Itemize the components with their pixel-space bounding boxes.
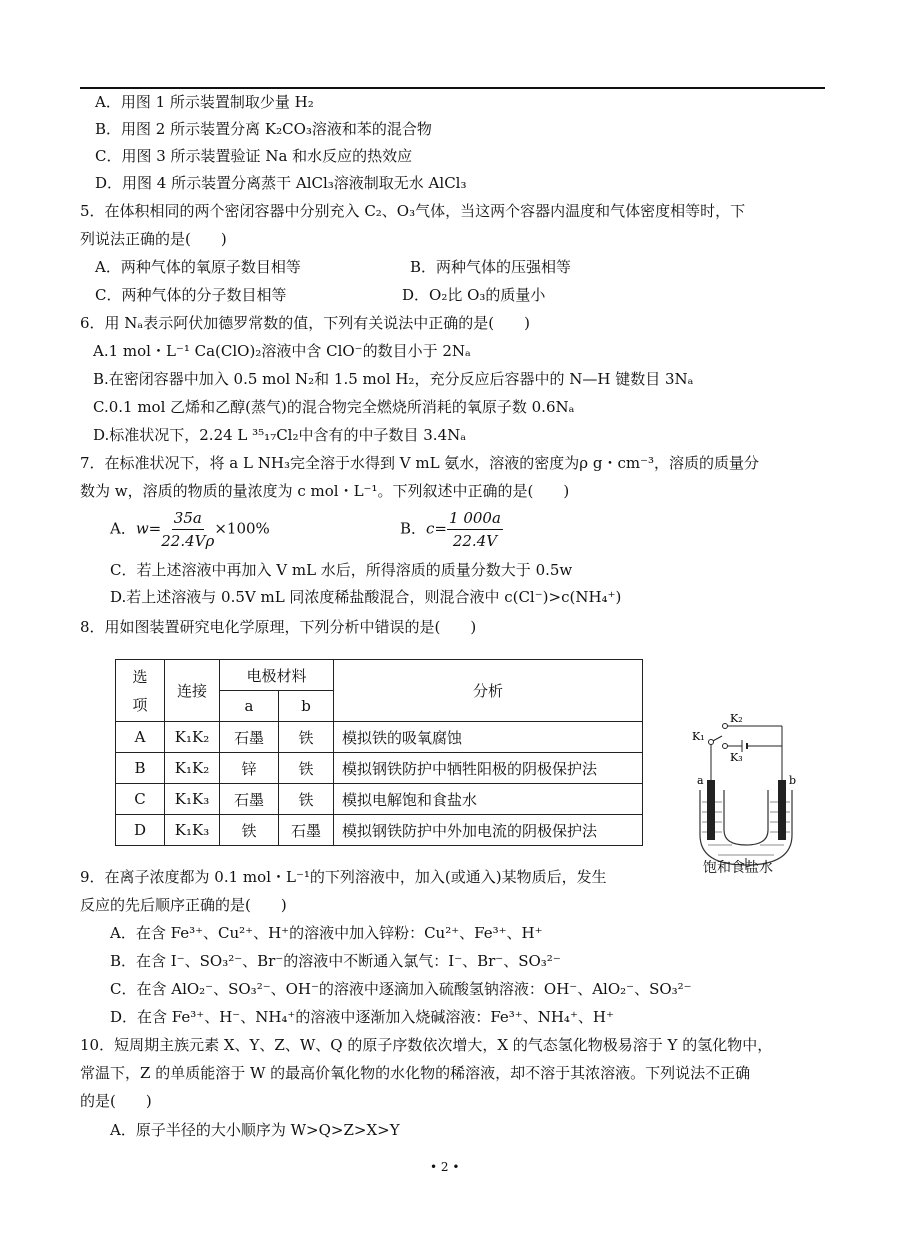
electrolysis-apparatus-figure — [688, 710, 808, 880]
switch-k3-node — [723, 744, 728, 749]
q4-option-d: D．用图 4 所示装置分离蒸干 AlCl₃溶液制取无水 AlCl₃ — [95, 174, 467, 192]
cell-a: 锌 — [220, 753, 279, 784]
header-a: a — [220, 691, 279, 722]
page-number: • 2 • — [430, 1160, 460, 1174]
q7-option-a-numerator: 35a — [172, 507, 204, 530]
cell-connect: K₁K₃ — [165, 784, 220, 815]
solution-lines — [702, 802, 790, 855]
q6-option-b: B.在密闭容器中加入 0.5 mol N₂和 1.5 mol H₂，充分反应后容器中的 N—H 键数目 3Nₐ — [93, 370, 694, 388]
cell-connect: K₁K₂ — [165, 722, 220, 753]
q10-stem-line3: 的是( ) — [80, 1092, 152, 1110]
q7-option-a-fraction — [161, 507, 214, 552]
q4-option-c: C．用图 3 所示装置验证 Na 和水反应的热效应 — [95, 147, 413, 165]
u-tube-inner — [724, 790, 768, 845]
cell-b: 铁 — [279, 784, 334, 815]
header-material: 电极材料 — [220, 660, 334, 691]
k1-label: K₁ — [692, 730, 705, 743]
switch-k2-node — [723, 724, 728, 729]
cell-option: D — [116, 815, 165, 846]
q10-option-a: A．原子半径的大小顺序为 W>Q>Z>X>Y — [110, 1121, 400, 1139]
header-option — [116, 660, 165, 722]
q5-stem-line1: 5．在体积相同的两个密闭容器中分别充入 C₂、O₃气体，当这两个容器内温度和气体密度相等时，下 — [80, 202, 746, 220]
q7-stem-line1: 7．在标准状况下，将 a L NH₃完全溶于水得到 V mL 氨水，溶液的密度为ρ g・cm⁻³，溶质的质量分 — [80, 454, 760, 472]
q5-option-c: C．两种气体的分子数目相等 — [95, 286, 287, 304]
q7-stem-line2: 数为 w，溶质的物质的量浓度为 c mol・L⁻¹。下列叙述中正确的是( ) — [80, 482, 570, 500]
q5-option-b: B．两种气体的压强相等 — [410, 258, 572, 276]
header-option-2: 项 — [132, 695, 148, 714]
cell-option: C — [116, 784, 165, 815]
electrode-a — [707, 780, 715, 840]
cell-analysis: 模拟钢铁防护中牺牲阳极的阴极保护法 — [334, 753, 643, 784]
q7-option-b-denominator: 22.4V — [452, 532, 498, 550]
cell-connect: K₁K₂ — [165, 753, 220, 784]
q7-option-a-prefix: A． — [110, 519, 136, 538]
cell-option: B — [116, 753, 165, 784]
q5-stem-line2: 列说法正确的是( ) — [80, 230, 227, 248]
cell-analysis: 模拟钢铁防护中外加电流的阴极保护法 — [334, 815, 643, 846]
q5-option-d: D．O₂比 O₃的质量小 — [402, 286, 546, 304]
q7-option-a — [110, 507, 270, 552]
header-connect: 连接 — [165, 660, 220, 722]
q7-option-b-lhs: c= — [426, 519, 448, 538]
q8-stem: 8．用如图装置研究电化学原理，下列分析中错误的是( ) — [80, 618, 477, 636]
q7-option-b-numerator: 1 000a — [447, 507, 503, 530]
cell-b: 铁 — [279, 753, 334, 784]
k3-label: K₃ — [730, 751, 743, 764]
q9-option-d: D．在含 Fe³⁺、H⁻、NH₄⁺的溶液中逐渐加入烧碱溶液：Fe³⁺、NH₄⁺、H⁺ — [110, 1008, 614, 1026]
q10-stem-line1: 10．短周期主族元素 X、Y、Z、W、Q 的原子序数依次增大，X 的气态氢化物极易溶于 Y 的氢化物中， — [80, 1036, 773, 1054]
k2-label: K₂ — [730, 712, 743, 725]
q9-option-c: C．在含 AlO₂⁻、SO₃²⁻、OH⁻的溶液中逐滴加入硫酸氢钠溶液：OH⁻、AlO₂⁻、SO₃²⁻ — [110, 980, 692, 998]
figure-caption-saturated-brine: 饱和食盐水 — [703, 860, 773, 876]
q7-option-a-lhs: w= — [135, 519, 162, 538]
q6-option-c: C.0.1 mol 乙烯和乙醇(蒸气)的混合物完全燃烧所消耗的氧原子数 0.6Nₐ — [93, 398, 575, 416]
cell-b: 铁 — [279, 722, 334, 753]
q7-option-b — [400, 507, 503, 552]
cell-a: 铁 — [220, 815, 279, 846]
header-b: b — [279, 691, 334, 722]
cell-option: A — [116, 722, 165, 753]
q5-option-a: A．两种气体的氧原子数目相等 — [95, 258, 301, 276]
table-row — [116, 722, 643, 753]
q6-option-d: D.标准状况下，2.24 L ³⁵₁₇Cl₂中含有的中子数目 3.4Nₐ — [93, 426, 467, 444]
cell-b: 石墨 — [279, 815, 334, 846]
header-option-1: 选 — [132, 667, 148, 686]
header-rule — [80, 87, 825, 89]
q7-option-d: D.若上述溶液与 0.5V mL 同浓度稀盐酸混合，则混合液中 c(Cl⁻)>c(NH₄⁺) — [110, 588, 622, 606]
cell-a: 石墨 — [220, 722, 279, 753]
q7-option-a-suffix: ×100% — [214, 519, 270, 538]
electrode-b-label: b — [789, 774, 797, 787]
q7-option-b-fraction — [447, 507, 503, 552]
table-row — [116, 784, 643, 815]
q10-stem-line2: 常温下，Z 的单质能溶于 W 的最高价氧化物的水化物的稀溶液，却不溶于其浓溶液。下列说法不正确 — [80, 1064, 751, 1082]
switch-k1-node — [709, 740, 714, 745]
q4-option-b: B．用图 2 所示装置分离 K₂CO₃溶液和苯的混合物 — [95, 120, 432, 138]
electrode-a-label: a — [697, 774, 704, 787]
cell-analysis: 模拟铁的吸氧腐蚀 — [334, 722, 643, 753]
q9-stem-line1: 9．在离子浓度都为 0.1 mol・L⁻¹的下列溶液中，加入(或通入)某物质后，发生 — [80, 868, 607, 886]
q8-options-table — [115, 659, 643, 846]
header-analysis: 分析 — [334, 660, 643, 722]
electrode-b — [778, 780, 786, 840]
circuit-wires — [711, 726, 782, 780]
cell-analysis: 模拟电解饱和食盐水 — [334, 784, 643, 815]
q9-option-a: A．在含 Fe³⁺、Cu²⁺、H⁺的溶液中加入锌粉：Cu²⁺、Fe³⁺、H⁺ — [110, 924, 543, 942]
q6-stem: 6．用 Nₐ表示阿伏加德罗常数的值，下列有关说法中正确的是( ) — [80, 314, 530, 332]
q9-stem-line2: 反应的先后顺序正确的是( ) — [80, 896, 287, 914]
q7-option-a-denominator: 22.4Vρ — [161, 532, 215, 550]
cell-a: 石墨 — [220, 784, 279, 815]
q7-option-b-prefix: B． — [400, 519, 427, 538]
q4-option-a: A．用图 1 所示装置制取少量 H₂ — [95, 93, 314, 111]
cell-connect: K₁K₃ — [165, 815, 220, 846]
table-row — [116, 753, 643, 784]
table-row — [116, 815, 643, 846]
q7-option-c: C．若上述溶液中再加入 V mL 水后，所得溶质的质量分数大于 0.5w — [110, 561, 573, 579]
q6-option-a: A.1 mol・L⁻¹ Ca(ClO)₂溶液中含 ClO⁻的数目小于 2Nₐ — [93, 342, 471, 360]
q9-option-b: B．在含 I⁻、SO₃²⁻、Br⁻的溶液中不断通入氯气：I⁻、Br⁻、SO₃²⁻ — [110, 952, 561, 970]
